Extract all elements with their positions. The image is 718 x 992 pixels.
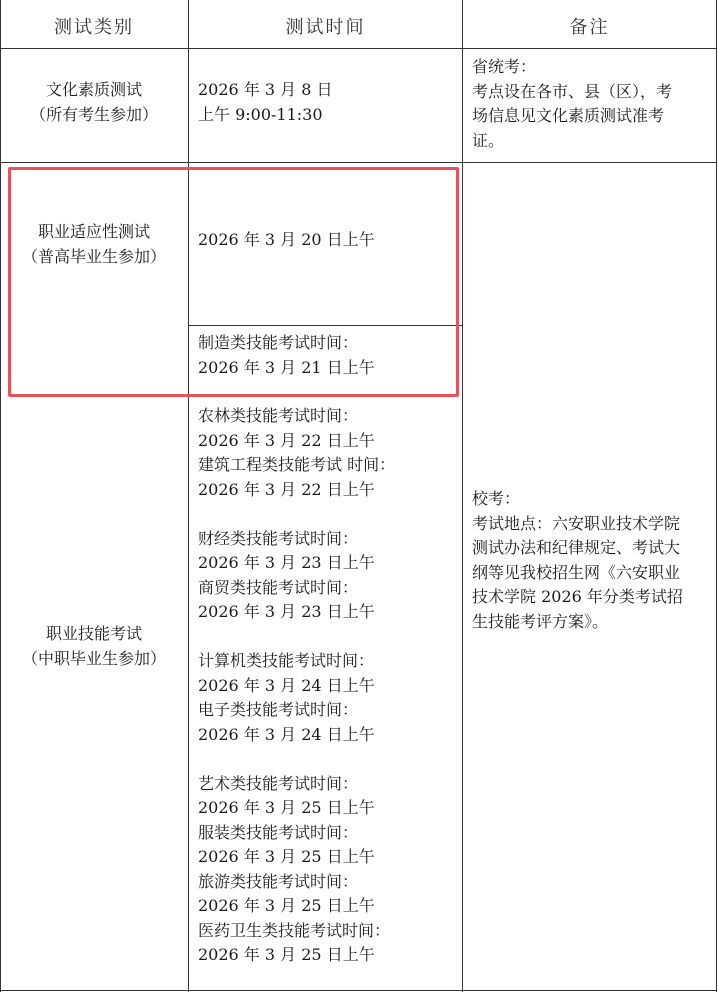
table-border-left bbox=[0, 0, 1, 992]
time-line: 服装类技能考试时间： bbox=[198, 822, 359, 842]
group-spacer bbox=[198, 502, 460, 527]
note-line: 校考： bbox=[472, 489, 521, 508]
note-line: 技术学院 2026 年分类考试招 bbox=[472, 587, 683, 606]
time-line: 旅游类技能考试时间： bbox=[198, 871, 359, 891]
row-culture-bottom-line bbox=[0, 162, 717, 163]
time-line: 2026 年 3 月 22 日上午 bbox=[198, 479, 375, 499]
note-line: 纲等见我校招生网《六安职业 bbox=[472, 562, 681, 582]
time-line: 上午 9:00-11:30 bbox=[198, 104, 323, 124]
culture-test-time bbox=[198, 78, 458, 127]
time-line: 2026 年 3 月 25 日上午 bbox=[198, 798, 375, 817]
category-line: 文化素质测试 bbox=[45, 80, 142, 99]
note-line: 省统考： bbox=[472, 57, 537, 76]
time-line: 2026 年 3 月 23 日上午 bbox=[198, 553, 375, 572]
time-line: 2026 年 3 月 25 日上午 bbox=[198, 896, 375, 915]
header-time: 测试时间 bbox=[285, 17, 366, 38]
note-line: 测试办法和纪律规定、考试大 bbox=[472, 538, 681, 557]
time-line: 2026 年 3 月 20 日上午 bbox=[198, 230, 375, 249]
header-bottom-line bbox=[0, 48, 717, 49]
category-line: （中职毕业生参加） bbox=[21, 648, 166, 668]
time-line: 2026 年 3 月 21 日上午 bbox=[198, 357, 375, 377]
time-line: 2026 年 3 月 22 日上午 bbox=[198, 430, 375, 450]
time-line: 电子类技能考试时间： bbox=[198, 700, 359, 719]
group-spacer bbox=[198, 625, 460, 650]
skills-test-category bbox=[0, 622, 188, 671]
group-spacer bbox=[198, 747, 460, 772]
note-line: 生技能考评方案》。 bbox=[472, 611, 609, 631]
column-divider-1 bbox=[188, 0, 189, 992]
culture-test-category bbox=[0, 78, 188, 127]
school-exam-note bbox=[472, 487, 712, 634]
time-line: 2026 年 3 月 25 日上午 bbox=[198, 945, 375, 964]
category-line: （所有考生参加） bbox=[29, 104, 158, 124]
note-line: 考试地点：六安职业技术学院 bbox=[472, 513, 681, 533]
table-bottom-line bbox=[0, 990, 717, 991]
header-category: 测试类别 bbox=[54, 17, 134, 38]
table-border-right bbox=[716, 0, 717, 992]
time-line: 2026 年 3 月 24 日上午 bbox=[198, 675, 375, 695]
time-line: 制造类技能考试时间： bbox=[198, 333, 359, 352]
time-line: 2026 年 3 月 8 日 bbox=[198, 80, 333, 99]
category-line: 职业技能考试 bbox=[45, 624, 142, 643]
time-line: 2026 年 3 月 23 日上午 bbox=[198, 602, 375, 621]
highlight-box bbox=[8, 167, 459, 397]
skills-test-time-list bbox=[198, 404, 460, 968]
note-line: 场信息见文化素质测试准考 bbox=[472, 106, 665, 125]
time-line: 商贸类技能考试时间： bbox=[198, 577, 359, 597]
header-note: 备注 bbox=[569, 17, 610, 38]
column-divider-2 bbox=[462, 0, 463, 992]
time-line: 计算机类技能考试时间： bbox=[198, 651, 375, 670]
time-line: 财经类技能考试时间： bbox=[198, 528, 359, 548]
time-line: 医药卫生类技能考试时间： bbox=[198, 920, 391, 940]
culture-test-note bbox=[472, 55, 712, 153]
time-line: 农林类技能考试时间： bbox=[198, 406, 359, 425]
category-line: 职业适应性测试 bbox=[37, 222, 150, 241]
time-line: 艺术类技能考试时间： bbox=[198, 773, 359, 793]
time-line: 2026 年 3 月 24 日上午 bbox=[198, 724, 375, 744]
time-line: 2026 年 3 月 25 日上午 bbox=[198, 847, 375, 866]
note-line: 证。 bbox=[472, 130, 505, 150]
category-line: （普高毕业生参加） bbox=[21, 246, 166, 266]
time-line: 建筑工程类技能考试 时间： bbox=[198, 455, 396, 474]
note-line: 考点设在各市、县（区），考 bbox=[472, 81, 673, 101]
